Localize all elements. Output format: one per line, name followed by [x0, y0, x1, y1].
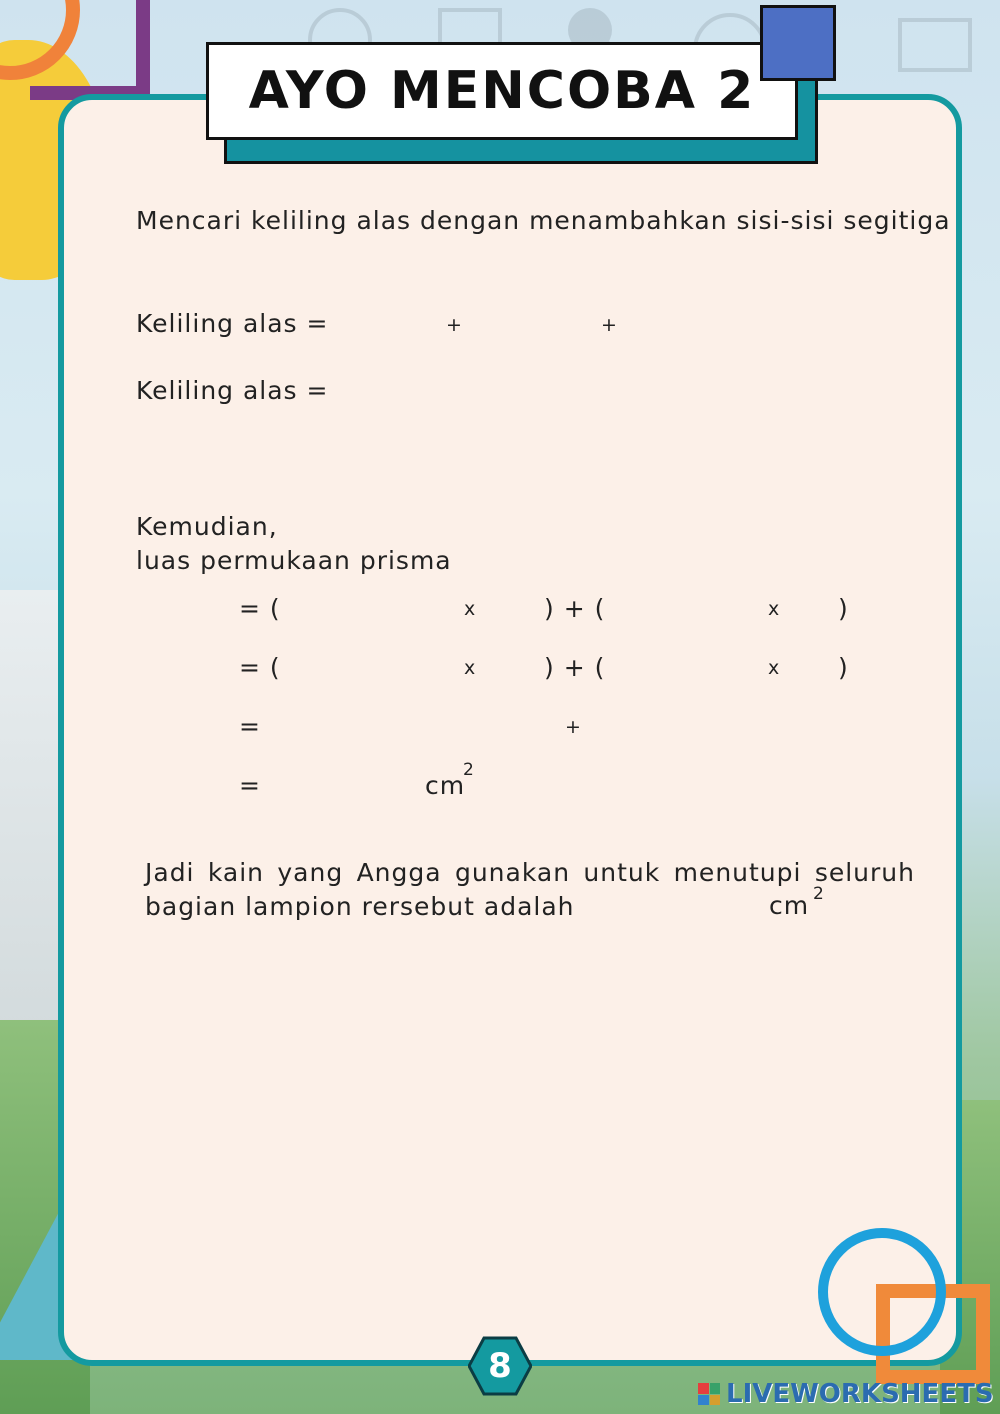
intro-text: Mencari keliling alas dengan menambahkan sisi-sisi segitiga: [136, 206, 951, 235]
brand-name: LIVEWORKSHEETS: [726, 1379, 994, 1409]
plus-sign: +: [565, 716, 582, 738]
times-sign: x: [464, 598, 477, 620]
plus-sign: +: [446, 314, 463, 336]
page-title: AYO MENCOBA 2: [248, 61, 756, 121]
title-banner: [206, 42, 798, 140]
purple-frame-shape: [30, 0, 150, 100]
calc-row-mid: ) + (: [544, 594, 606, 623]
keliling-label-1: Keliling alas =: [136, 309, 329, 338]
plus-sign: +: [601, 314, 618, 336]
liveworksheets-logo-icon: [698, 1383, 720, 1405]
liveworksheets-watermark: [698, 1376, 994, 1412]
page-number-badge: [468, 1336, 532, 1396]
blue-square-decoration: [760, 5, 836, 81]
calc-row-mid: ) + (: [544, 653, 606, 682]
page-number: 8: [488, 1346, 512, 1386]
unit-cm: cm: [425, 771, 466, 800]
luas-label: luas permukaan prisma: [136, 546, 452, 575]
conclusion-line-2: bagian lampion rersebut adalah: [145, 892, 575, 921]
blue-ring-shape: [818, 1228, 946, 1356]
calc-row-close: ): [838, 653, 849, 682]
times-sign: x: [768, 598, 781, 620]
unit-cm: cm: [769, 891, 810, 920]
sum-equals: =: [239, 712, 261, 741]
worksheet-card: [58, 94, 962, 1366]
unit-exponent: 2: [813, 884, 825, 904]
calc-row-open: = (: [239, 594, 281, 623]
times-sign: x: [464, 657, 477, 679]
keliling-label-2: Keliling alas =: [136, 376, 329, 405]
unit-exponent: 2: [463, 760, 475, 780]
times-sign: x: [768, 657, 781, 679]
kemudian-text: Kemudian,: [136, 512, 278, 541]
calc-row-close: ): [838, 594, 849, 623]
result-equals: =: [239, 771, 261, 800]
calc-row-open: = (: [239, 653, 281, 682]
conclusion-line-1: Jadi kain yang Angga gunakan untuk menutupi seluruh: [145, 858, 915, 887]
